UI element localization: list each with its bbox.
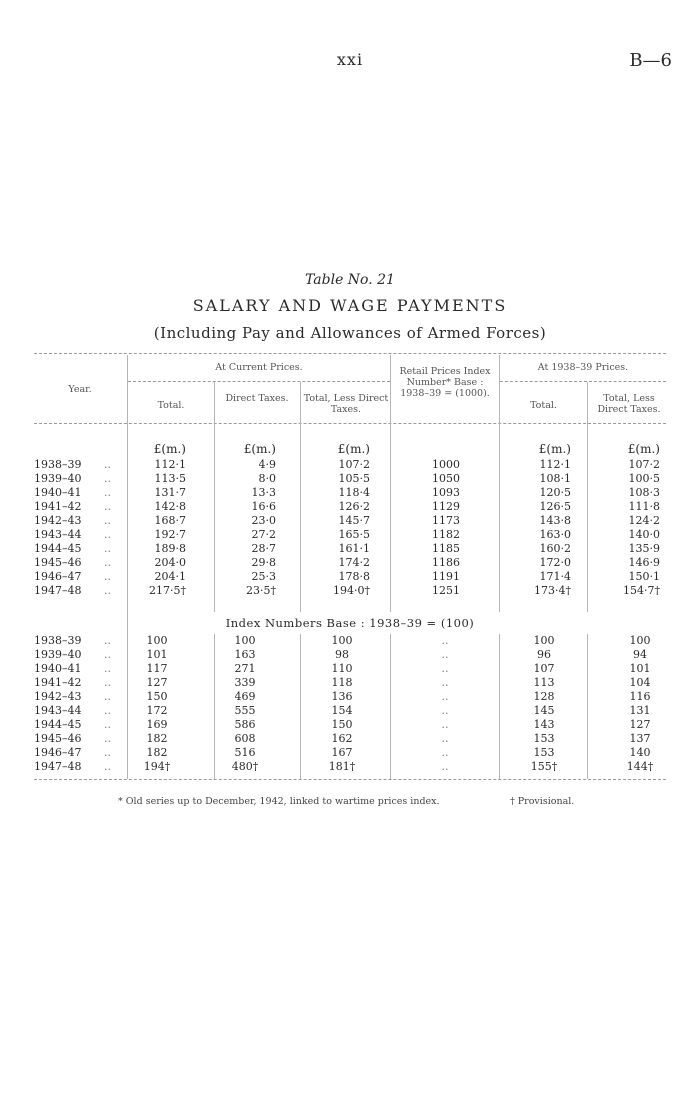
index-row	[30, 746, 680, 759]
total-cell: 168·7	[154, 514, 186, 527]
total-cell: 142·8	[154, 500, 186, 513]
index-total-less-1938-cell: 100	[629, 634, 651, 647]
total-1938-cell: 173·4†	[534, 584, 571, 597]
leader-dots: ..	[104, 704, 111, 717]
total-less-cell: 165·5	[338, 528, 370, 541]
index-total-cell: 100	[146, 634, 168, 647]
index-total-1938-cell: 96	[537, 648, 551, 661]
index-row	[30, 676, 680, 689]
year-cell: 1941–42	[34, 500, 82, 513]
index-rpi-cell: ..	[441, 662, 449, 675]
units-row	[30, 443, 680, 456]
total-less-1938-cell: 135·9	[628, 542, 660, 555]
unit-label: £(m.)	[337, 442, 370, 456]
index-total-cell: 117	[146, 662, 168, 675]
footnote-star: * Old series up to December, 1942, linked to wartime prices index.	[118, 796, 440, 807]
index-total-1938-cell: 145	[533, 704, 555, 717]
leader-dots: ..	[104, 500, 111, 513]
unit-label: £(m.)	[627, 442, 660, 456]
index-row	[30, 704, 680, 717]
rpi-cell: 1000	[432, 458, 460, 471]
index-numbers-heading: Index Numbers Base : 1938–39 = (100)	[225, 616, 475, 630]
total-less-cell: 145·7	[338, 514, 370, 527]
header-total-less-direct-taxes: Total, Less Direct Taxes.	[303, 393, 389, 415]
table-row	[30, 584, 680, 597]
rpi-cell: 1050	[432, 472, 460, 485]
direct-taxes-cell: 23·0	[251, 514, 276, 527]
index-total-less-1938-cell: 137	[629, 732, 651, 745]
index-row	[30, 662, 680, 675]
table-row	[30, 486, 680, 499]
index-total-cell: 182	[146, 746, 168, 759]
index-row	[30, 648, 680, 661]
page-reference: B—6	[629, 50, 672, 71]
leader-dots: ..	[104, 648, 111, 661]
index-row	[30, 732, 680, 745]
index-row	[30, 760, 680, 773]
index-total-less-1938-cell: 94	[633, 648, 647, 661]
year-cell: 1938–39	[34, 634, 82, 647]
rpi-cell: 1129	[432, 500, 460, 513]
index-total-less-1938-cell: 140	[629, 746, 651, 759]
leader-dots: ..	[104, 542, 111, 555]
year-cell: 1947–48	[34, 584, 82, 597]
total-less-1938-cell: 146·9	[628, 556, 660, 569]
table-row	[30, 542, 680, 555]
index-total-1938-cell: 107	[533, 662, 555, 675]
total-less-cell: 126·2	[338, 500, 370, 513]
leader-dots: ..	[104, 690, 111, 703]
total-cell: 131·7	[154, 486, 186, 499]
leader-dots: ..	[104, 570, 111, 583]
index-rpi-cell: ..	[441, 746, 449, 759]
index-total-1938-cell: 113	[533, 676, 555, 689]
index-rpi-cell: ..	[441, 690, 449, 703]
footnote-dagger: † Provisional.	[510, 796, 575, 807]
index-rpi-cell: ..	[441, 704, 449, 717]
table-bottom-rule	[34, 779, 666, 780]
header-retail-prices-index: Retail Prices Index Number* Base : 1938–39 = (1000).	[399, 366, 491, 399]
index-direct-taxes-cell: 555	[234, 704, 256, 717]
header-bottom-rule	[34, 423, 666, 424]
table-row	[30, 472, 680, 485]
index-total-1938-cell: 128	[533, 690, 555, 703]
header-split-rule-left	[128, 381, 390, 382]
rpi-cell: 1185	[432, 542, 460, 555]
index-total-less-cell: 162	[331, 732, 353, 745]
table-row	[30, 570, 680, 583]
header-total-less-direct-taxes-1938-prices: Total, Less Direct Taxes.	[597, 393, 661, 415]
index-total-less-cell: 136	[331, 690, 353, 703]
total-1938-cell: 171·4	[539, 570, 571, 583]
total-less-cell: 194·0†	[333, 584, 370, 597]
total-1938-cell: 172·0	[539, 556, 571, 569]
index-direct-taxes-cell: 271	[234, 662, 256, 675]
leader-dots: ..	[104, 760, 111, 773]
total-less-cell: 105·5	[338, 472, 370, 485]
index-direct-taxes-cell: 608	[234, 732, 256, 745]
index-direct-taxes-cell: 100	[234, 634, 256, 647]
year-cell: 1938–39	[34, 458, 82, 471]
index-total-less-1938-cell: 101	[629, 662, 651, 675]
index-total-less-cell: 100	[331, 634, 353, 647]
total-less-cell: 178·8	[338, 570, 370, 583]
leader-dots: ..	[104, 486, 111, 499]
index-rpi-cell: ..	[441, 676, 449, 689]
total-cell: 189·8	[154, 542, 186, 555]
total-less-1938-cell: 107·2	[628, 458, 660, 471]
year-cell: 1943–44	[34, 528, 82, 541]
index-total-less-1938-cell: 116	[629, 690, 651, 703]
header-at-1938-39-prices: At 1938–39 Prices.	[537, 362, 629, 373]
total-less-1938-cell: 154·7†	[623, 584, 660, 597]
index-rpi-cell: ..	[441, 760, 449, 773]
rpi-cell: 1173	[432, 514, 460, 527]
rpi-cell: 1251	[432, 584, 460, 597]
total-1938-cell: 108·1	[539, 472, 571, 485]
table-row	[30, 528, 680, 541]
index-total-less-1938-cell: 104	[629, 676, 651, 689]
total-less-1938-cell: 108·3	[628, 486, 660, 499]
year-cell: 1944–45	[34, 718, 82, 731]
header-at-current-prices: At Current Prices.	[215, 362, 303, 373]
header-total: Total.	[157, 400, 185, 411]
index-total-cell: 182	[146, 732, 168, 745]
header-direct-taxes: Direct Taxes.	[225, 393, 289, 404]
direct-taxes-cell: 4·9	[258, 458, 276, 471]
unit-label: £(m.)	[243, 442, 276, 456]
index-total-1938-cell: 100	[533, 634, 555, 647]
header-total-1938-prices: Total.	[530, 400, 557, 411]
total-1938-cell: 143·8	[539, 514, 571, 527]
index-total-cell: 169	[146, 718, 168, 731]
index-total-less-cell: 98	[335, 648, 349, 661]
year-cell: 1942–43	[34, 514, 82, 527]
index-total-cell: 101	[146, 648, 168, 661]
leader-dots: ..	[104, 584, 111, 597]
year-cell: 1947–48	[34, 760, 82, 773]
leader-dots: ..	[104, 472, 111, 485]
index-total-less-1938-cell: 144†	[626, 760, 654, 773]
total-less-cell: 118·4	[338, 486, 370, 499]
table-title: SALARY AND WAGE PAYMENTS	[192, 296, 508, 315]
index-rpi-cell: ..	[441, 634, 449, 647]
table-subtitle: (Including Pay and Allowances of Armed Forces)	[153, 324, 547, 342]
total-cell: 192·7	[154, 528, 186, 541]
year-cell: 1939–40	[34, 648, 82, 661]
total-less-1938-cell: 140·0	[628, 528, 660, 541]
header-split-rule-right	[500, 381, 666, 382]
leader-dots: ..	[104, 458, 111, 471]
year-cell: 1941–42	[34, 676, 82, 689]
direct-taxes-cell: 28·7	[251, 542, 276, 555]
index-total-less-cell: 150	[331, 718, 353, 731]
table-number: Table No. 21	[305, 272, 395, 288]
index-rpi-cell: ..	[441, 732, 449, 745]
year-cell: 1946–47	[34, 746, 82, 759]
year-cell: 1944–45	[34, 542, 82, 555]
year-cell: 1940–41	[34, 486, 82, 499]
index-direct-taxes-cell: 586	[234, 718, 256, 731]
leader-dots: ..	[104, 732, 111, 745]
leader-dots: ..	[104, 556, 111, 569]
table-top-rule	[34, 353, 666, 354]
header-year: Year.	[68, 384, 92, 395]
total-1938-cell: 120·5	[539, 486, 571, 499]
leader-dots: ..	[104, 676, 111, 689]
index-total-less-cell: 167	[331, 746, 353, 759]
table-row	[30, 500, 680, 513]
unit-label: £(m.)	[153, 442, 186, 456]
total-less-1938-cell: 124·2	[628, 514, 660, 527]
leader-dots: ..	[104, 514, 111, 527]
year-cell: 1945–46	[34, 556, 82, 569]
index-total-cell: 150	[146, 690, 168, 703]
index-total-less-cell: 154	[331, 704, 353, 717]
year-cell: 1943–44	[34, 704, 82, 717]
total-1938-cell: 163·0	[539, 528, 571, 541]
leader-dots: ..	[104, 528, 111, 541]
year-cell: 1946–47	[34, 570, 82, 583]
index-total-less-cell: 118	[331, 676, 353, 689]
index-total-cell: 172	[146, 704, 168, 717]
index-total-less-cell: 110	[331, 662, 353, 675]
rpi-cell: 1191	[432, 570, 460, 583]
index-row	[30, 718, 680, 731]
direct-taxes-cell: 16·6	[251, 500, 276, 513]
total-less-cell: 161·1	[338, 542, 370, 555]
total-cell: 204·1	[154, 570, 186, 583]
direct-taxes-cell: 8·0	[258, 472, 276, 485]
year-cell: 1945–46	[34, 732, 82, 745]
total-less-1938-cell: 111·8	[628, 500, 660, 513]
table-row	[30, 458, 680, 471]
index-direct-taxes-cell: 480†	[231, 760, 259, 773]
total-less-1938-cell: 100·5	[628, 472, 660, 485]
total-cell: 204·0	[154, 556, 186, 569]
leader-dots: ..	[104, 662, 111, 675]
index-direct-taxes-cell: 339	[234, 676, 256, 689]
page-number: xxi	[336, 50, 364, 69]
direct-taxes-cell: 29·8	[251, 556, 276, 569]
table-row	[30, 556, 680, 569]
total-1938-cell: 126·5	[539, 500, 571, 513]
index-direct-taxes-cell: 163	[234, 648, 256, 661]
direct-taxes-cell: 13·3	[251, 486, 276, 499]
index-total-1938-cell: 153	[533, 732, 555, 745]
index-row	[30, 634, 680, 647]
index-row	[30, 690, 680, 703]
index-total-1938-cell: 153	[533, 746, 555, 759]
total-1938-cell: 160·2	[539, 542, 571, 555]
leader-dots: ..	[104, 634, 111, 647]
total-less-cell: 174·2	[338, 556, 370, 569]
index-total-less-1938-cell: 131	[629, 704, 651, 717]
total-less-1938-cell: 150·1	[628, 570, 660, 583]
direct-taxes-cell: 23·5†	[246, 584, 276, 597]
year-cell: 1939–40	[34, 472, 82, 485]
index-total-1938-cell: 155†	[530, 760, 558, 773]
total-less-cell: 107·2	[338, 458, 370, 471]
unit-label: £(m.)	[538, 442, 571, 456]
rpi-cell: 1182	[432, 528, 460, 541]
index-total-cell: 127	[146, 676, 168, 689]
index-direct-taxes-cell: 469	[234, 690, 256, 703]
index-total-1938-cell: 143	[533, 718, 555, 731]
total-cell: 113·5	[154, 472, 186, 485]
year-cell: 1940–41	[34, 662, 82, 675]
total-cell: 112·1	[154, 458, 186, 471]
total-1938-cell: 112·1	[539, 458, 571, 471]
leader-dots: ..	[104, 718, 111, 731]
direct-taxes-cell: 27·2	[251, 528, 276, 541]
rpi-cell: 1186	[432, 556, 460, 569]
rpi-cell: 1093	[432, 486, 460, 499]
year-cell: 1942–43	[34, 690, 82, 703]
index-total-less-cell: 181†	[328, 760, 356, 773]
index-total-less-1938-cell: 127	[629, 718, 651, 731]
index-rpi-cell: ..	[441, 648, 449, 661]
table-row	[30, 514, 680, 527]
total-cell: 217·5†	[149, 584, 186, 597]
index-rpi-cell: ..	[441, 718, 449, 731]
index-direct-taxes-cell: 516	[234, 746, 256, 759]
index-total-cell: 194†	[143, 760, 171, 773]
direct-taxes-cell: 25·3	[251, 570, 276, 583]
leader-dots: ..	[104, 746, 111, 759]
